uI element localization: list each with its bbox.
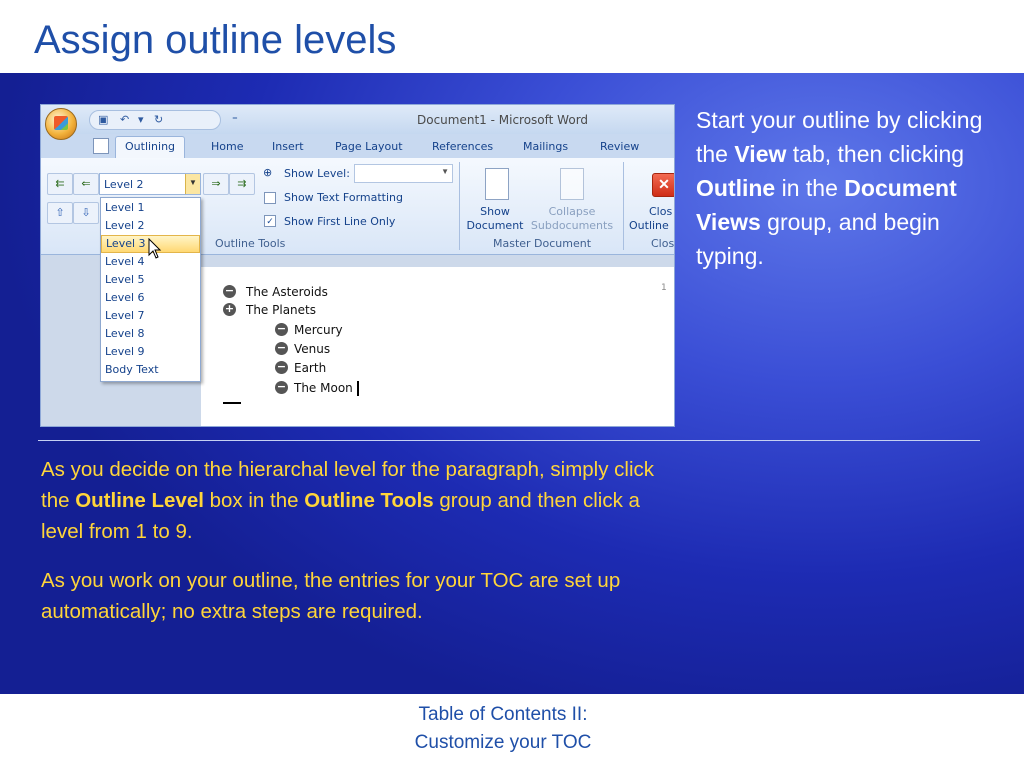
collapse-symbol-icon[interactable]: − bbox=[224, 284, 235, 297]
collapse-label-line2: Subdocuments bbox=[530, 219, 614, 232]
side-text-part2: tab, then clicking bbox=[786, 141, 965, 167]
dropdown-option-level-3[interactable]: Level 3 bbox=[101, 235, 200, 253]
window-title: Document1 - Microsoft Word bbox=[417, 113, 589, 127]
show-level-icon: ⊕ bbox=[263, 166, 273, 179]
close-outline-view-icon[interactable]: ✕ bbox=[652, 173, 675, 197]
paragraph1-part2: box in the bbox=[203, 489, 305, 512]
show-document-label-line2: Document bbox=[466, 219, 524, 232]
save-icon[interactable]: ▣ bbox=[98, 113, 109, 126]
tab-insert[interactable]: Insert bbox=[272, 140, 304, 153]
outline-item-mercury[interactable]: Mercury bbox=[294, 323, 343, 337]
master-document-group-label: Master Document bbox=[493, 237, 592, 250]
outline-item-venus[interactable]: Venus bbox=[294, 342, 331, 356]
tab-review[interactable]: Review bbox=[600, 140, 640, 153]
show-level-label: Show Level: bbox=[284, 167, 350, 180]
paragraph1-bold-outline-level: Outline Level bbox=[75, 489, 204, 512]
paragraph1-bold-outline-tools: Outline Tools bbox=[304, 489, 434, 512]
show-document-button[interactable] bbox=[465, 205, 525, 233]
outline-level-combo[interactable] bbox=[99, 173, 201, 195]
ribbon-tabs bbox=[41, 134, 674, 158]
paragraph-outline-level bbox=[41, 454, 681, 547]
tab-mailings[interactable]: Mailings bbox=[523, 140, 569, 153]
collapse-symbol-icon[interactable]: − bbox=[276, 360, 287, 373]
dropdown-option-body-text[interactable]: Body Text bbox=[105, 363, 159, 376]
show-text-formatting-label: Show Text Formatting bbox=[284, 191, 404, 204]
dropdown-option-level-7[interactable]: Level 7 bbox=[105, 309, 145, 322]
paragraph1-part1: As you decide on the hierarchal level for the paragraph, simply click the bbox=[41, 458, 655, 512]
paragraph-toc-automatic: As you work on your outline, the entries for your TOC are set up automatically; no extra steps are required. bbox=[41, 569, 621, 623]
office-button[interactable] bbox=[45, 108, 77, 140]
group-divider bbox=[623, 162, 624, 250]
collapse-symbol-icon[interactable]: − bbox=[276, 380, 287, 393]
side-instruction-text bbox=[696, 103, 996, 273]
collapse-subdocuments-icon bbox=[560, 168, 584, 200]
promote-button[interactable]: ⇐ bbox=[73, 173, 99, 195]
demote-to-body-button[interactable]: ⇉ bbox=[229, 173, 255, 195]
tab-references[interactable]: References bbox=[432, 140, 494, 153]
footer bbox=[0, 694, 1024, 768]
expand-symbol-icon[interactable]: + bbox=[224, 302, 235, 315]
slide-title: Assign outline levels bbox=[34, 18, 397, 62]
outline-item-asteroids[interactable]: The Asteroids bbox=[246, 285, 328, 299]
collapse-symbol-icon[interactable]: − bbox=[276, 322, 287, 335]
footer-line-2: Customize your TOC bbox=[414, 732, 592, 753]
dropdown-option-level-5[interactable]: Level 5 bbox=[105, 273, 145, 286]
undo-icon[interactable]: ↶ bbox=[120, 113, 130, 126]
dropdown-option-level-1[interactable]: Level 1 bbox=[105, 201, 145, 214]
show-text-formatting-checkbox[interactable] bbox=[264, 192, 276, 204]
show-first-line-only-label: Show First Line Only bbox=[284, 215, 396, 228]
dropdown-option-level-4[interactable]: Level 4 bbox=[105, 255, 145, 268]
close-label-line2: Outline bbox=[629, 219, 669, 232]
tab-page-layout[interactable]: Page Layout bbox=[335, 140, 403, 153]
outline-item-earth[interactable]: Earth bbox=[294, 361, 327, 375]
side-text-bold-view: View bbox=[734, 141, 787, 167]
mouse-pointer-icon bbox=[148, 238, 162, 260]
dropdown-option-level-9[interactable]: Level 9 bbox=[105, 345, 145, 358]
outline-view-icon bbox=[93, 138, 109, 154]
collapse-symbol-icon[interactable]: − bbox=[276, 341, 287, 354]
outline-item-moon[interactable]: The Moon bbox=[294, 381, 353, 395]
demote-button[interactable]: ⇒ bbox=[203, 173, 229, 195]
collapse-subdocuments-button bbox=[529, 205, 615, 233]
show-document-icon[interactable] bbox=[485, 168, 509, 200]
chevron-down-icon: ▼ bbox=[441, 167, 449, 176]
redo-icon[interactable]: ↻ bbox=[154, 113, 164, 126]
quick-access-toolbar[interactable] bbox=[89, 110, 238, 130]
move-up-button[interactable]: ⇧ bbox=[47, 202, 73, 224]
side-text-bold-document-views: Document Views bbox=[696, 175, 957, 235]
dropdown-option-level-8[interactable]: Level 8 bbox=[105, 327, 145, 340]
dropdown-arrow-icon[interactable]: ▾ bbox=[138, 113, 144, 126]
close-group-label: Clos bbox=[651, 237, 675, 250]
show-level-combo[interactable] bbox=[354, 164, 453, 183]
close-outline-view-button[interactable] bbox=[627, 205, 675, 233]
move-down-button[interactable]: ⇩ bbox=[73, 202, 99, 224]
dropdown-option-level-2[interactable]: Level 2 bbox=[105, 219, 145, 232]
paragraph1-part3: group and then click a level from 1 to 9. bbox=[41, 489, 640, 543]
side-text-part1: Start your outline by clicking the bbox=[696, 107, 983, 167]
promote-to-heading-button[interactable]: ⇇ bbox=[47, 173, 73, 195]
page-number: 1 bbox=[661, 283, 667, 293]
side-text-part3: in the bbox=[775, 175, 845, 201]
tab-home[interactable]: Home bbox=[211, 140, 244, 153]
footer-line-1: Table of Contents II: bbox=[418, 704, 588, 725]
close-label-line1: Clos bbox=[649, 205, 673, 218]
dropdown-option-level-6[interactable]: Level 6 bbox=[105, 291, 145, 304]
office-logo-icon bbox=[54, 116, 68, 130]
side-text-bold-outline: Outline bbox=[696, 175, 776, 201]
show-document-label-line1: Show bbox=[480, 205, 510, 218]
side-text-part4: group, and begin typing. bbox=[696, 209, 940, 269]
collapse-label-line1: Collapse bbox=[548, 205, 596, 218]
outline-tools-group-label: Outline Tools bbox=[215, 237, 286, 250]
tab-outlining[interactable]: Outlining bbox=[115, 136, 185, 158]
title-bar bbox=[41, 105, 674, 134]
outline-item-planets[interactable]: The Planets bbox=[246, 303, 317, 317]
outline-level-dropdown bbox=[100, 197, 201, 382]
outline-level-value: Level 2 bbox=[104, 178, 144, 191]
end-of-document-mark bbox=[223, 402, 241, 404]
show-first-line-only-checkbox[interactable]: ✓ bbox=[264, 215, 276, 227]
group-divider bbox=[459, 162, 460, 250]
divider-line bbox=[38, 440, 980, 441]
word-screenshot bbox=[40, 104, 675, 427]
chevron-down-icon[interactable]: ▼ bbox=[185, 174, 200, 194]
customize-qat-icon[interactable]: ⁼ bbox=[232, 113, 238, 126]
text-cursor bbox=[357, 381, 359, 396]
